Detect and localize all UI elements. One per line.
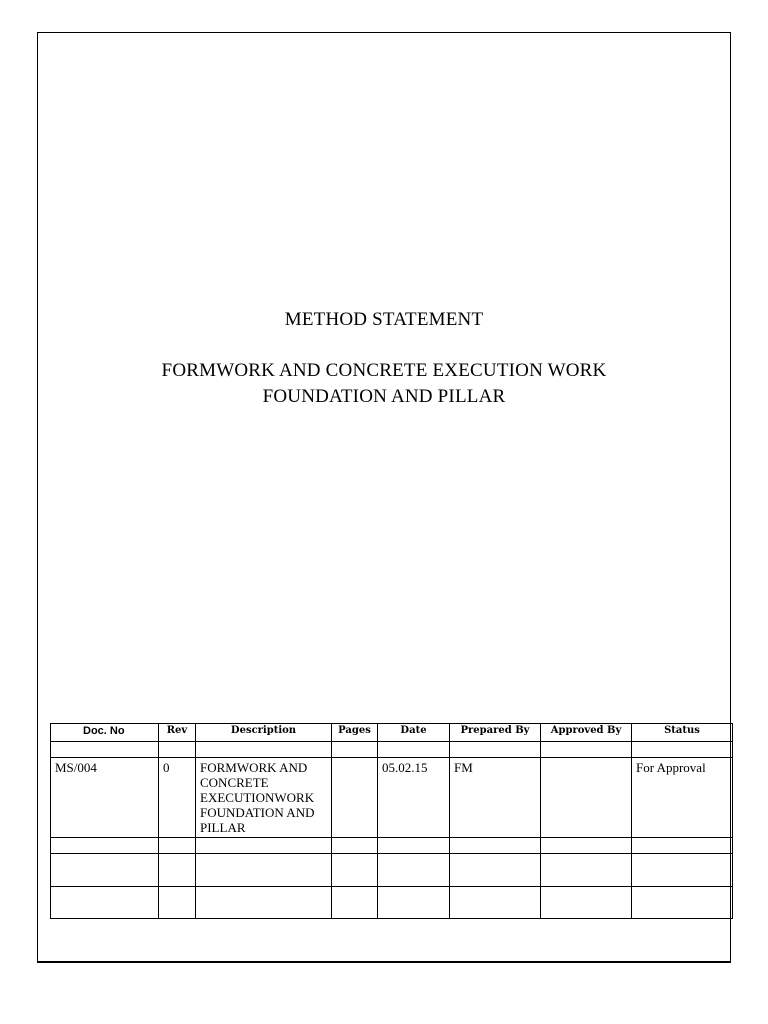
table-row [51,742,733,758]
cell-status: For Approval [632,758,733,838]
cell-doc-no: MS/004 [51,758,159,838]
header-prepared-by: Prepared By [450,724,541,742]
document-control-table [50,723,733,919]
document-title: METHOD STATEMENT [284,309,484,330]
cell-rev: 0 [159,758,196,838]
description-line: CONCRETE [200,775,269,790]
header-approved-by: Approved By [541,724,632,742]
cell-pages [332,758,378,838]
description-line: FORMWORK AND [200,760,308,775]
header-rev: Rev [159,724,196,742]
description-line: FOUNDATION AND [200,805,315,820]
table-row [51,854,733,887]
header-doc-no: Doc. No [51,724,159,742]
cell-approved-by [541,758,632,838]
description-line: EXECUTIONWORK [200,790,315,805]
document-subtitle-line1: FORMWORK AND CONCRETE EXECUTION WORK [161,360,607,381]
header-pages: Pages [332,724,378,742]
header-status: Status [632,724,733,742]
table-row [51,887,733,919]
table-row [51,838,733,854]
header-date: Date [378,724,450,742]
cell-date: 05.02.15 [378,758,450,838]
header-description: Description [196,724,332,742]
cell-prepared-by: FM [450,758,541,838]
table-row [51,758,733,838]
document-subtitle-line2: FOUNDATION AND PILLAR [262,386,506,407]
description-line: PILLAR [200,820,246,835]
table-header-row [51,724,733,742]
cell-description [196,758,332,838]
